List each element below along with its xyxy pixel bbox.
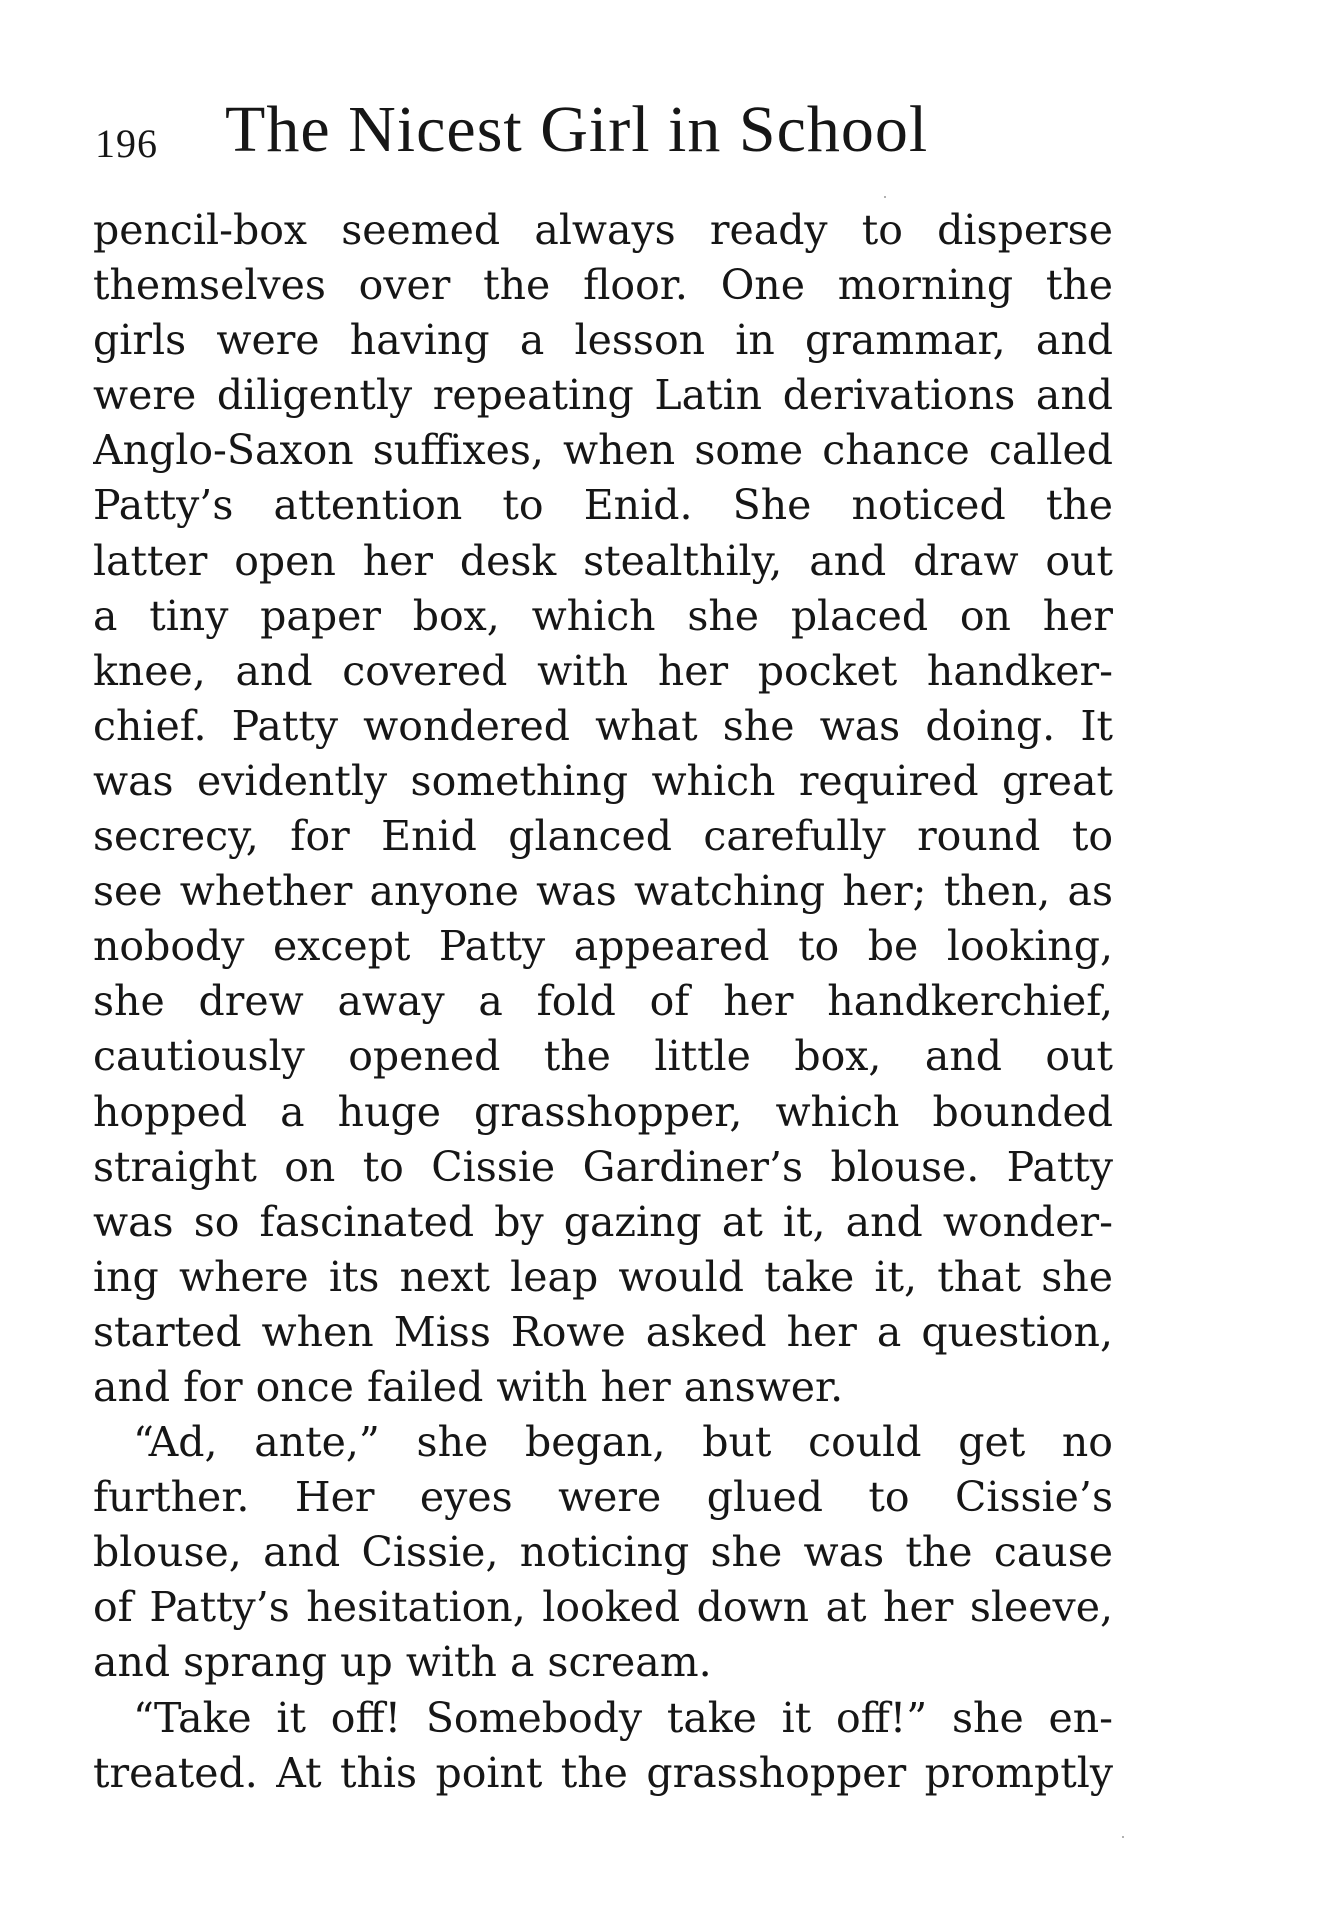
scan-speck <box>1122 1836 1124 1838</box>
text-line: pencil-box seemed always ready to disperse <box>93 206 1113 254</box>
text-line: “Take it off! Somebody take it off!” she en- <box>133 1693 1113 1742</box>
page-header <box>95 92 1125 172</box>
text-line: ing where its next leap would take it, that she <box>93 1252 1113 1301</box>
text-line: and for once failed with her answer. <box>93 1362 844 1411</box>
paragraph <box>93 203 1113 1415</box>
paragraph <box>93 1691 1113 1801</box>
text-line: and sprang up with a scream. <box>93 1638 712 1687</box>
scan-speck <box>884 196 886 198</box>
text-line: was evidently something which required great <box>93 756 1113 805</box>
text-line: of Patty’s hesitation, looked down at her sleeve, <box>93 1583 1113 1632</box>
text-line: were diligently repeating Latin derivations and <box>93 371 1113 420</box>
text-line: was so fascinated by gazing at it, and wonder- <box>93 1197 1113 1246</box>
body-text <box>93 203 1113 1801</box>
text-line: secrecy, for Enid glanced carefully round to <box>93 812 1113 861</box>
text-line: Anglo-Saxon suffixes, when some chance called <box>93 426 1113 475</box>
text-line: knee, and covered with her pocket handker- <box>93 646 1113 695</box>
text-line: a tiny paper box, which she placed on her <box>93 591 1113 640</box>
page-number: 196 <box>95 121 158 166</box>
text-line: see whether anyone was watching her; then, as <box>93 867 1113 916</box>
text-line: themselves over the floor. One morning the <box>93 261 1113 310</box>
running-title: The Nicest Girl in School <box>225 93 929 166</box>
text-line: treated. At this point the grasshopper promptly <box>93 1748 1113 1797</box>
text-line: cautiously opened the little box, and out <box>93 1032 1113 1081</box>
text-line: started when Miss Rowe asked her a question, <box>93 1307 1113 1356</box>
text-line: Patty’s attention to Enid. She noticed the <box>93 481 1113 530</box>
text-line: chief. Patty wondered what she was doing. It <box>93 701 1113 750</box>
text-line: straight on to Cissie Gardiner’s blouse. Patty <box>93 1142 1113 1191</box>
text-line: latter open her desk stealthily, and draw out <box>93 536 1113 585</box>
text-line: “Ad, ante,” she began, but could get no <box>133 1418 1113 1467</box>
text-line: girls were having a lesson in grammar, and <box>93 316 1113 365</box>
text-line: nobody except Patty appeared to be looking, <box>93 922 1113 971</box>
text-line: blouse, and Cissie, noticing she was the cause <box>93 1528 1113 1577</box>
text-line: hopped a huge grasshopper, which bounded <box>93 1087 1113 1136</box>
paragraph <box>93 1415 1113 1690</box>
text-line: further. Her eyes were glued to Cissie’s <box>93 1473 1113 1522</box>
text-line: she drew away a fold of her handkerchief, <box>93 977 1113 1026</box>
